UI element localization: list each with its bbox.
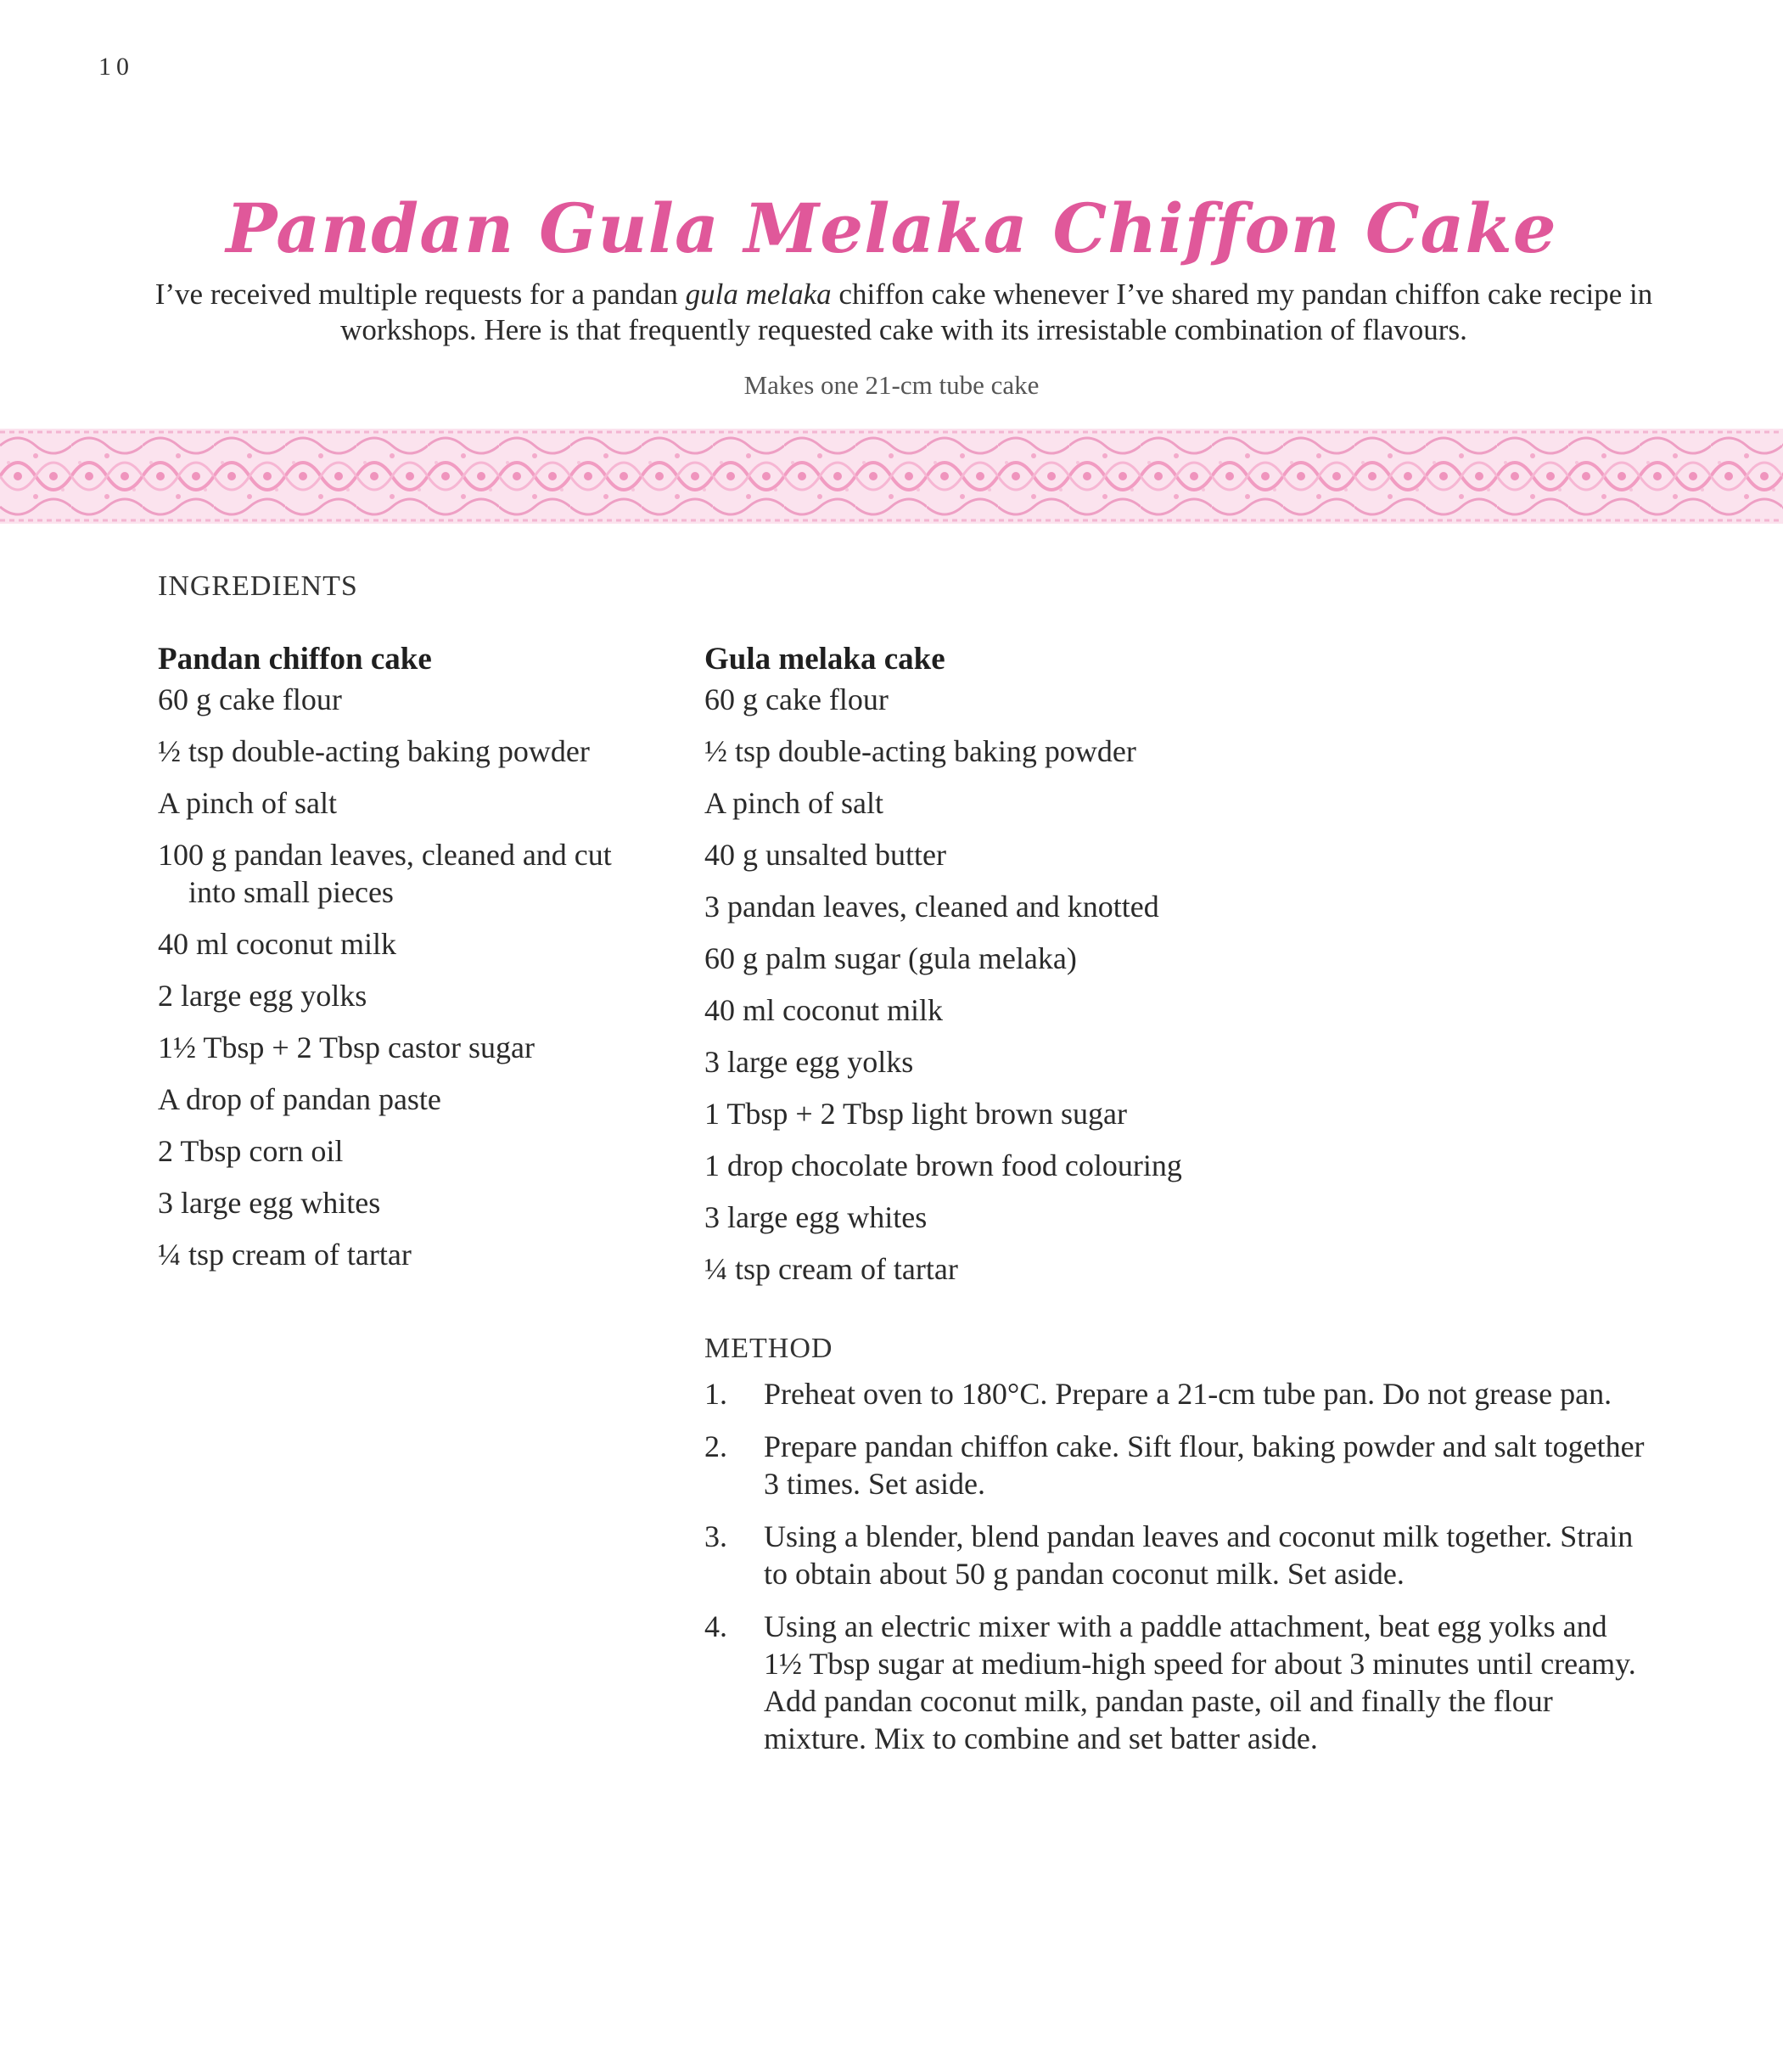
ingredient-item: 60 g palm sugar (gula melaka) xyxy=(704,941,1077,975)
step-number: 1. xyxy=(704,1377,727,1411)
lace-border-decoration xyxy=(0,429,1783,524)
ingredient-item: ½ tsp double-acting baking powder xyxy=(158,734,590,768)
method-steps-list xyxy=(704,1375,1646,1772)
pandan-ingredients-column xyxy=(158,638,650,1288)
step-number: 2. xyxy=(704,1429,727,1463)
pandan-section-heading: Pandan chiffon cake xyxy=(158,642,432,677)
ingredient-item: 3 pandan leaves, cleaned and knotted xyxy=(704,890,1159,924)
ingredient-item: 60 g cake flour xyxy=(704,682,889,716)
step-text: Using a blender, blend pandan leaves and coconut milk together. Strain to obtain about 50 g pandan coconut milk. Set aside. xyxy=(764,1519,1634,1591)
intro-text-1: I’ve received multiple requests for a pandan xyxy=(154,278,686,311)
method-step xyxy=(704,1375,1646,1412)
gula-melaka-ingredients-column xyxy=(704,638,1298,1302)
ingredient-item: A pinch of salt xyxy=(704,786,883,820)
page-number: 10 xyxy=(98,53,134,81)
step-text: Preheat oven to 180°C. Prepare a 21-cm tube pan. Do not grease pan. xyxy=(764,1377,1612,1411)
ingredient-item: 1½ Tbsp + 2 Tbsp castor sugar xyxy=(158,1030,535,1064)
intro-text-2: chiffon cake whenever I’ve shared my pandan chiffon cake recipe in workshops. Here is that frequently requested cake with its irresistable combination of flavours. xyxy=(340,278,1653,346)
ingredient-item: A drop of pandan paste xyxy=(158,1082,441,1116)
ingredient-item: 2 large egg yolks xyxy=(158,979,367,1013)
ingredient-item: ¼ tsp cream of tartar xyxy=(704,1252,958,1286)
ingredient-item: 2 Tbsp corn oil xyxy=(158,1134,344,1168)
ingredient-item: 40 ml coconut milk xyxy=(158,927,396,961)
step-number: 3. xyxy=(704,1519,727,1553)
ingredient-item: 60 g cake flour xyxy=(158,682,342,716)
ingredient-item: 3 large egg whites xyxy=(158,1186,381,1220)
method-step xyxy=(704,1428,1646,1502)
step-text: Using an electric mixer with a paddle attachment, beat egg yolks and 1½ Tbsp sugar at medium-high speed for about 3 minutes until creamy. Add pandan coconut milk, pandan paste, oil and finally the flour mixture. Mix to combine and set batter aside. xyxy=(764,1609,1636,1755)
ingredient-item: 100 g pandan leaves, cleaned and cut into small pieces xyxy=(158,838,612,909)
ingredient-item: ¼ tsp cream of tartar xyxy=(158,1238,412,1272)
recipe-intro xyxy=(127,277,1680,348)
gula-melaka-section-heading: Gula melaka cake xyxy=(704,642,945,677)
step-number: 4. xyxy=(704,1609,727,1643)
recipe-title: Pandan Gula Melaka Chiffon Cake xyxy=(226,188,1557,268)
ingredients-heading: INGREDIENTS xyxy=(158,570,358,602)
ingredient-item: ½ tsp double-acting baking powder xyxy=(704,734,1136,768)
intro-italic-text: gula melaka xyxy=(685,278,832,311)
ingredient-item: 1 drop chocolate brown food colouring xyxy=(704,1148,1182,1182)
ingredient-item: 3 large egg whites xyxy=(704,1200,928,1234)
recipe-yield: Makes one 21-cm tube cake xyxy=(743,370,1040,400)
method-heading: METHOD xyxy=(704,1333,833,1364)
method-step xyxy=(704,1518,1646,1592)
ingredient-item: 3 large egg yolks xyxy=(704,1045,914,1079)
ingredient-item: 40 ml coconut milk xyxy=(704,993,943,1027)
ingredient-item: A pinch of salt xyxy=(158,786,337,820)
ingredient-item: 40 g unsalted butter xyxy=(704,838,946,872)
method-step xyxy=(704,1608,1646,1757)
step-text: Prepare pandan chiffon cake. Sift flour, baking powder and salt together 3 times. Set aside. xyxy=(764,1429,1645,1501)
ingredient-item: 1 Tbsp + 2 Tbsp light brown sugar xyxy=(704,1097,1127,1131)
